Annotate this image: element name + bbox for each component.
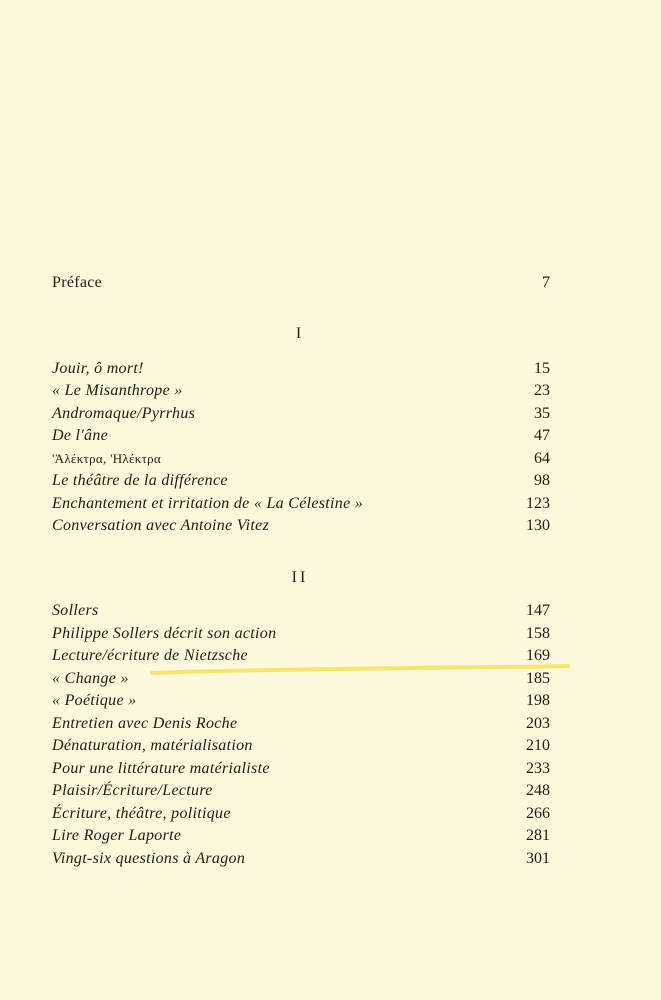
entry-page-number: 301 xyxy=(526,850,550,867)
entry-page-number: 281 xyxy=(526,827,550,844)
entry-page-number: 7 xyxy=(542,274,550,291)
section-heading-1: I xyxy=(295,325,305,342)
toc-entry-preface xyxy=(52,274,550,296)
entry-title: Sollers xyxy=(52,602,99,619)
entry-page-number: 185 xyxy=(526,670,550,687)
entry-title: « Poétique » xyxy=(52,692,137,709)
entry-title: Vingt-six questions à Aragon xyxy=(52,850,246,867)
entry-title: « Le Misanthrope » xyxy=(52,382,183,399)
toc-entry xyxy=(52,715,550,737)
entry-title: Philippe Sollers décrit son action xyxy=(52,625,277,642)
toc-entry xyxy=(52,472,550,494)
entry-page-number: 47 xyxy=(534,427,550,444)
entry-page-number: 130 xyxy=(526,517,550,534)
entry-title: Pour une littérature matérialiste xyxy=(52,760,270,777)
entry-title: Enchantement et irritation de « La Célestine » xyxy=(52,495,364,512)
entry-title: Le théâtre de la différence xyxy=(52,472,228,489)
entry-page-number: 248 xyxy=(526,782,550,799)
entry-page-number: 169 xyxy=(526,647,550,664)
toc-entry xyxy=(52,405,550,427)
entry-title: 'Ἀλέκτρα, 'Ηλέκτρα xyxy=(52,451,162,466)
toc-entry xyxy=(52,382,550,404)
toc-entry xyxy=(52,647,550,669)
toc-entry xyxy=(52,692,550,714)
entry-title: Andromaque/Pyrrhus xyxy=(52,405,196,422)
entry-page-number: 203 xyxy=(526,715,550,732)
section-heading-2: II xyxy=(291,569,309,586)
entry-page-number: 23 xyxy=(534,382,550,399)
entry-page-number: 15 xyxy=(534,360,550,377)
entry-title: Lire Roger Laporte xyxy=(52,827,182,844)
entry-title: Lecture/écriture de Nietzsche xyxy=(52,647,248,664)
entry-page-number: 210 xyxy=(526,737,550,754)
entry-page-number: 266 xyxy=(526,805,550,822)
entry-title: Écriture, théâtre, politique xyxy=(52,805,231,822)
toc-entry xyxy=(52,495,550,517)
entry-page-number: 123 xyxy=(526,495,550,512)
toc-entry xyxy=(52,760,550,782)
toc-entry xyxy=(52,737,550,759)
entry-title: Conversation avec Antoine Vitez xyxy=(52,517,270,534)
toc-entry xyxy=(52,360,550,382)
entry-page-number: 98 xyxy=(534,472,550,489)
entry-title: Plaisir/Écriture/Lecture xyxy=(52,782,213,799)
entry-page-number: 233 xyxy=(526,760,550,777)
entry-title: Préface xyxy=(52,274,103,291)
toc-entry xyxy=(52,625,550,647)
entry-title: De l'âne xyxy=(52,427,109,444)
toc-entry xyxy=(52,850,550,872)
toc-entry xyxy=(52,805,550,827)
toc-entry xyxy=(52,602,550,624)
entry-title: Dénaturation, matérialisation xyxy=(52,737,253,754)
toc-entry xyxy=(52,670,550,692)
entry-page-number: 198 xyxy=(526,692,550,709)
entry-page-number: 147 xyxy=(526,602,550,619)
entry-page-number: 158 xyxy=(526,625,550,642)
entry-title: Jouir, ô mort! xyxy=(52,360,144,377)
entry-page-number: 64 xyxy=(534,450,550,467)
entry-title: « Change » xyxy=(52,670,129,687)
toc-entry xyxy=(52,450,550,472)
entry-page-number: 35 xyxy=(534,405,550,422)
toc-entry xyxy=(52,517,550,539)
entry-title: Entretien avec Denis Roche xyxy=(52,715,238,732)
toc-entry xyxy=(52,827,550,849)
toc-entry xyxy=(52,782,550,804)
toc-entry xyxy=(52,427,550,449)
